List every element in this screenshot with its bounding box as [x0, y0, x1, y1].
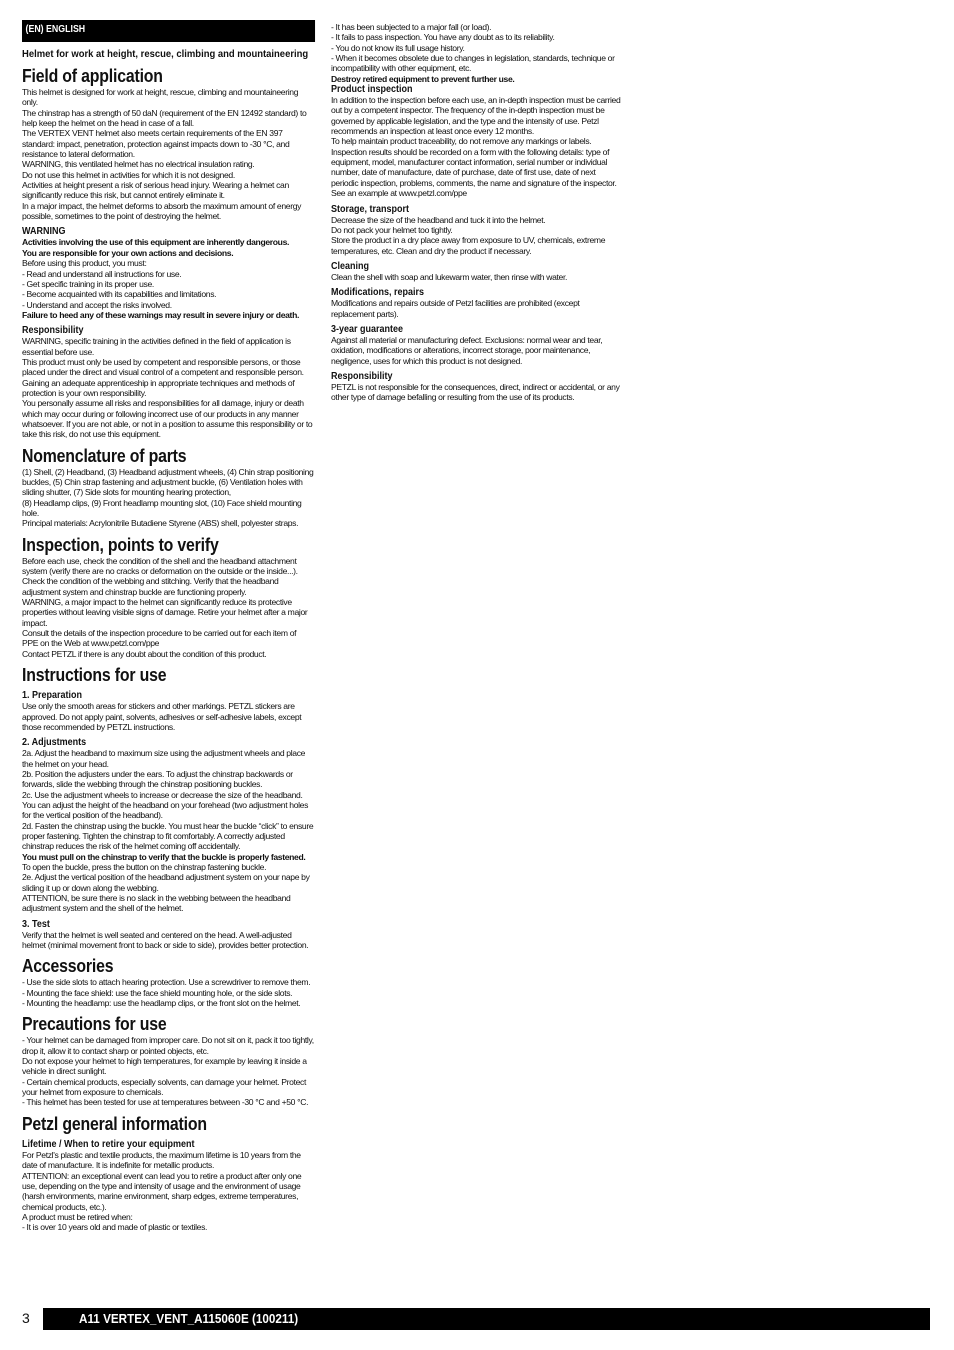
paragraph: - When it becomes obsolete due to changes in legislation, standards, technique or incompatibility with other equipment, etc.: [331, 53, 615, 74]
section-heading: Field of application: [22, 66, 163, 86]
page-number: 3: [22, 1310, 30, 1326]
subsection-heading: Modifications, repairs: [331, 287, 425, 299]
bold-paragraph: Failure to heed any of these warnings may result in severe injury or death.: [22, 309, 300, 320]
paragraph: Clean the shell with soap and lukewarm water, then rinse with water.: [331, 271, 568, 282]
paragraph: 2e. Adjust the vertical position of the headband adjustment system on your nape by sliding it up or down along the webbing.: [22, 872, 310, 893]
subsection-heading: Product inspection: [331, 84, 413, 96]
bold-paragraph: Activities involving the use of this equipment are inherently dangerous.: [22, 237, 290, 248]
paragraph: Store the product in a dry place away from exposure to UV, chemicals, extreme temperatures, etc. Clean and dry the product if necessary.: [331, 235, 606, 256]
bold-paragraph: You must pull on the chinstrap to verify that the buckle is properly fastened.: [22, 851, 306, 862]
paragraph: The chinstrap has a strength of 50 daN (requirement of the EN 12492 standard) to help keep the helmet on the head in case of a fall.: [22, 107, 307, 129]
paragraph: Do not expose your helmet to high temperatures, for example by leaving it inside a vehicle in direct sunlight.: [22, 1056, 307, 1077]
paragraph: - Mounting the headlamp: use the headlamp clips, or the front slot on the helmet.: [22, 998, 301, 1009]
bold-paragraph: Destroy retired equipment to prevent further use.: [331, 73, 515, 84]
paragraph: - Use the side slots to attach hearing protection. Use a screwdriver to remove them.: [22, 977, 311, 988]
paragraph: - Your helmet can be damaged from improper care. Do not sit on it, pack it too tightly, drop it, allow it to contact sharp or pointed objects, etc.: [22, 1035, 314, 1056]
paragraph: ATTENTION: an exceptional event can lead you to retire a product after only one use, depending on the type and intensity of usage and the environment of usage (harsh environments, marine environment, sharp edges, extreme temperatures, chemical products, etc.).: [22, 1170, 302, 1212]
paragraph: - You do not know its full usage history.: [331, 42, 465, 53]
paragraph: 2b. Position the adjusters under the ears. To adjust the chinstrap backwards or forwards, slide the webbing through the chinstrap positioning buckles.: [22, 768, 293, 790]
left-column-body: [22, 66, 314, 1233]
subsection-heading: Responsibility: [331, 370, 393, 382]
paragraph: 2d. Fasten the chinstrap using the buckle. You must hear the buckle “click” to ensure proper fastening. Tighten the chinstrap to fit comfortably. A correctly adjusted chinstrap reduces the risk of the helmet coming off accidentally.: [22, 820, 314, 852]
paragraph: - Understand and accept the risks involved.: [22, 299, 172, 310]
paragraph: WARNING, specific training in the activities defined in the field of application is essential before use.: [22, 336, 291, 357]
language-banner: (EN) ENGLISH: [22, 20, 315, 42]
paragraph: - Become acquainted with its capabilities and limitations.: [22, 289, 217, 300]
paragraph: PETZL is not responsible for the consequences, direct, indirect or accidental, or any other type of damage befalling or resulting from the use of its products.: [331, 381, 620, 403]
paragraph: - This helmet has been tested for use at temperatures between -30 °C and +50 °C.: [22, 1097, 309, 1108]
paragraph: For Petzl's plastic and textile products, the maximum lifetime is 10 years from the date of manufacture. It is indefinite for metallic products.: [22, 1149, 301, 1171]
section-heading: Inspection, points to verify: [22, 534, 219, 555]
paragraph: (1) Shell, (2) Headband, (3) Headband adjustment wheels, (4) Chin strap positioning buckles, (5) Chin strap fastening and adjustment buckle, (6) Ventilation holes with sliding shutter, (7) Side slots for mounting hearing protection,: [22, 466, 314, 498]
paragraph: - Read and understand all instructions for use.: [22, 268, 182, 279]
paragraph: In a major impact, the helmet deforms to absorb the maximum amount of energy possible, sometimes to the point of destroying the helmet.: [22, 200, 302, 222]
paragraph: - It fails to pass inspection. You have any doubt as to its reliability.: [331, 32, 555, 43]
paragraph: You personally assume all risks and responsibilities for all damage, injury or death which may occur during or following incorrect use of our products in any manner whatsoever. If you are not able, or not in a position to assume this responsibility or to take this risk, do not use this equipment.: [22, 398, 313, 440]
paragraph: 2c. Use the adjustment wheels to increase or decrease the size of the headband. You can adjust the height of the headband on your forehead (two adjustment holes for the vertical position of the headband).: [22, 789, 309, 821]
paragraph: - Certain chemical products, especially solvents, can damage your helmet. Protect your helmet from exposure to chemicals.: [22, 1076, 307, 1098]
paragraph: Do not use this helmet in activities for which it is not designed.: [22, 169, 235, 180]
paragraph: - Get specific training in its proper use.: [22, 278, 154, 289]
paragraph: 2a. Adjust the headband to maximum size using the adjustment wheels and place the helmet on your head.: [22, 748, 306, 769]
document-subtitle: Helmet for work at height, rescue, climbing and mountaineering: [22, 48, 309, 60]
left-column: [22, 20, 314, 1233]
paragraph: To open the buckle, press the button on the chinstrap fastening buckle.: [22, 861, 267, 872]
paragraph: This helmet is designed for work at height, rescue, climbing and mountaineering only.: [22, 87, 299, 108]
paragraph: Check the condition of the webbing and stitching. Verify that the headband adjustment system and chinstrap buckle are functioning properly.: [22, 576, 279, 597]
paragraph: Before using this product, you must:: [22, 258, 147, 269]
paragraph: Against all material or manufacturing defect. Exclusions: normal wear and tear, oxidation, modifications or alterations, incorrect storage, poor maintenance, negligence, uses for which this product is not designed.: [331, 334, 603, 366]
subsection-heading: Storage, transport: [331, 203, 410, 215]
paragraph: Verify that the helmet is well seated and centered on the head. A well-adjusted helmet (minimal movement front to back or side to side), provides better protection.: [22, 929, 309, 951]
paragraph: Use only the smooth areas for stickers and other markings. PETZL stickers are approved. Do not apply paint, solvents, adhesives or self-adhesive labels, except those recommended by PETZL instructions.: [22, 701, 302, 732]
paragraph: See an example at www.petzl.com/ppe: [331, 188, 467, 199]
paragraph: Do not pack your helmet too tightly.: [331, 224, 453, 235]
subsection-heading: WARNING: [22, 226, 66, 238]
paragraph: Inspection results should be recorded on a form with the following details: type of equipment, model, manufacturer contact information, serial number or individual number, date of manufacture, date of purchase, date of first use, date of next periodic inspection, problems, comments, the name and signature of the inspector.: [331, 146, 617, 188]
paragraph: Consult the details of the inspection procedure to be carried out for each item of PPE on the Web at www.petzl.com/ppe: [22, 628, 297, 649]
paragraph: In addition to the inspection before each use, an in-depth inspection must be carried out by a competent inspector. The frequency of the in-depth inspection must be governed by applicable legislation, and the type and the intensity of use. Petzl recommends an inspection at least once every 12 months.: [331, 95, 621, 137]
paragraph: Principal materials: Acrylonitrile Butadiene Styrene (ABS) shell, polyester straps.: [22, 518, 299, 529]
subsection-heading: 1. Preparation: [22, 690, 83, 702]
paragraph: - Mounting the face shield: use the face shield mounting hole, or the side slots.: [22, 987, 293, 998]
subsection-heading: Responsibility: [22, 325, 84, 337]
paragraph: WARNING, this ventilated helmet has no electrical insulation rating.: [22, 159, 255, 170]
page-footer: [22, 1308, 930, 1330]
paragraph: ATTENTION, be sure there is no slack in the webbing between the headband adjustment system and the shell of the helmet.: [22, 893, 291, 914]
subsection-heading: Lifetime / When to retire your equipment: [22, 1138, 195, 1150]
paragraph: Activities at height present a risk of serious head injury. Wearing a helmet can significantly reduce this risk, but cannot entirely eliminate it.: [22, 180, 289, 201]
paragraph: Gaining an adequate apprenticeship in appropriate techniques and methods of protection is your own responsibility.: [22, 377, 295, 398]
section-heading: Nomenclature of parts: [22, 445, 187, 466]
subsection-heading: 3. Test: [22, 918, 50, 930]
paragraph: To help maintain product traceability, do not remove any markings or labels.: [331, 136, 592, 147]
right-column-body: [331, 22, 623, 403]
paragraph: Decrease the size of the headband and tuck it into the helmet.: [331, 214, 546, 225]
paragraph: (8) Headlamp clips, (9) Front headlamp mounting slot, (10) Face shield mounting hole.: [22, 497, 302, 519]
section-heading: Precautions for use: [22, 1014, 167, 1035]
footer-bar: [43, 1308, 930, 1330]
paragraph: A product must be retired when:: [22, 1211, 133, 1222]
paragraph: - It has been subjected to a major fall (or load).: [331, 22, 492, 32]
document-code: A11 VERTEX_VENT_A115060E (100211): [79, 1311, 299, 1326]
section-heading: Instructions for use: [22, 665, 167, 686]
paragraph: WARNING, a major impact to the helmet can significantly reduce its protective properties without leaving visible signs of damage. Retire your helmet after a major impact.: [22, 597, 308, 628]
paragraph: - It is over 10 years old and made of plastic or textiles.: [22, 1222, 208, 1233]
paragraph: The VERTEX VENT helmet also meets certain requirements of the EN 397 standard: impact, penetration, protection against impacts down to -30 °C, and resistance to lateral deformation.: [22, 128, 290, 160]
right-column: [331, 22, 623, 403]
paragraph: This product must only be used by competent and responsible persons, or those placed under the direct and visual control of a competent and responsible person.: [22, 356, 304, 378]
subsection-heading: 2. Adjustments: [22, 737, 87, 749]
paragraph: Before each use, check the condition of the shell and the headband attachment system (verify there are no cracks or deformation on the outside or the inside...).: [22, 555, 298, 577]
section-heading: Petzl general information: [22, 1113, 207, 1134]
paragraph: Modifications and repairs outside of Petzl facilities are prohibited (except replacement parts).: [331, 298, 580, 319]
subsection-heading: Cleaning: [331, 260, 370, 272]
paragraph: Contact PETZL if there is any doubt about the condition of this product.: [22, 648, 267, 659]
bold-paragraph: You are responsible for your own actions and decisions.: [22, 247, 234, 258]
section-heading: Accessories: [22, 956, 114, 977]
subsection-heading: 3-year guarantee: [331, 323, 404, 335]
